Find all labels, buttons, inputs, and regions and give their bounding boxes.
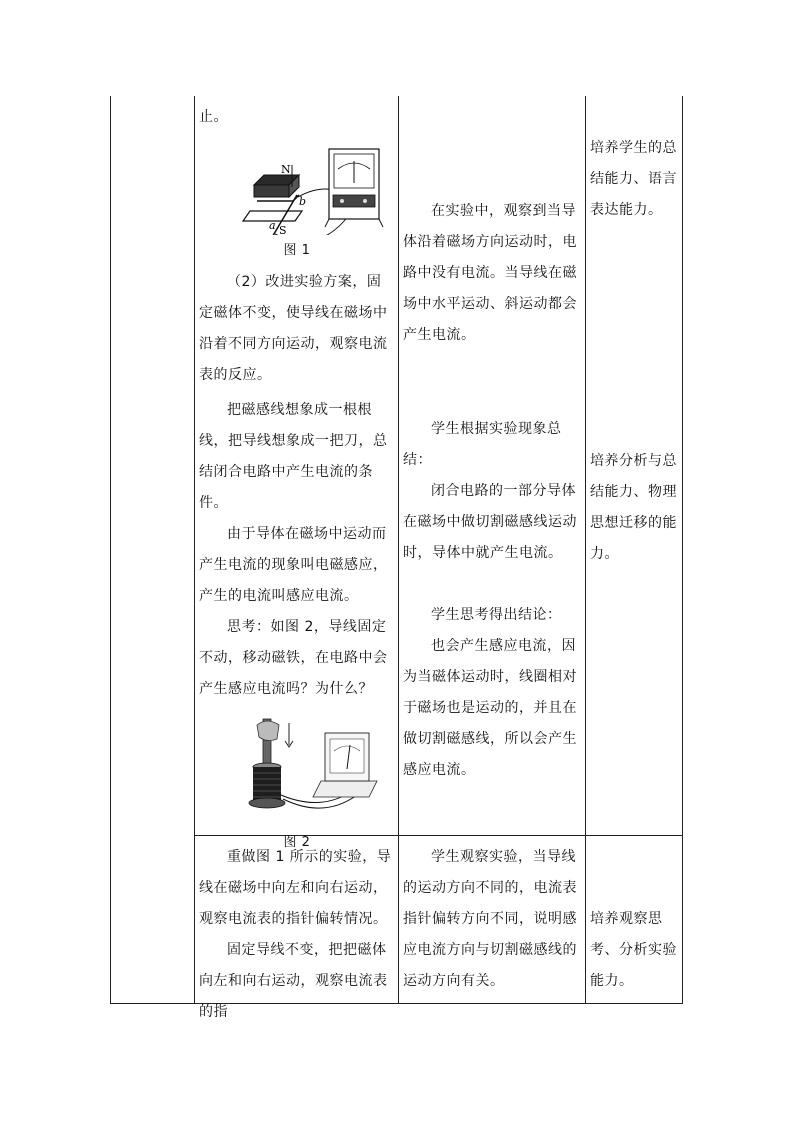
student-summary-body: 闭合电路的一部分导体在磁场中做切割磁感线运动时，导体中就产生电流。 — [403, 483, 577, 561]
intent-summary-ability: 培养学生的总结能力、语言表达能力。 — [590, 140, 677, 218]
table-border-left — [110, 96, 111, 1004]
magnet-front-face — [254, 185, 289, 197]
galvanometer-foot-right — [379, 219, 383, 227]
student-summary-intro: 学生根据实验现象总结： — [403, 421, 562, 468]
column-divider-3 — [585, 96, 586, 1004]
label-s: S — [279, 224, 288, 235]
galvanometer-terminal-panel — [333, 195, 375, 207]
figure-2-experiment-photo — [199, 715, 395, 825]
student-activity-cell-1 — [403, 196, 583, 351]
figure-1-caption: 图 1 — [283, 243, 311, 258]
column-divider-1 — [194, 96, 195, 1004]
paragraph-fixed-wire: 固定导线不变，把把磁体向左和向右运动，观察电流表的指 — [199, 942, 388, 1020]
table-border-right — [682, 96, 683, 1004]
paragraph-redo-experiment: 重做图 1 所示的实验，导线在磁场中向左和向右运动，观察电流表的指针偏转情况。 — [199, 849, 392, 927]
coil-body — [253, 767, 281, 801]
paragraph-think: 思考：如图 2，导线固定不动，移动磁铁，在电路中会产生感应电流吗？为什么？ — [199, 619, 388, 697]
paragraph-definition: 由于导体在磁场中运动而产生电流的现象叫电磁感应，产生的电流叫感应电流。 — [199, 526, 388, 604]
teacher-activity-cell-1 — [199, 102, 395, 853]
coil-base — [249, 798, 285, 808]
student-conclusion-block — [403, 600, 583, 786]
teacher-activity-cell-2 — [199, 842, 395, 1028]
intent-analysis-ability: 培养分析与总结能力、物理思想迁移的能力。 — [590, 453, 677, 562]
design-intent-1 — [590, 133, 680, 226]
student-observation-2: 学生观察实验，当导线的运动方向不同的，电流表指针偏转方向不同，说明感应电流方向与切割磁感线的运动方向有关。 — [403, 849, 577, 989]
label-n: N — [281, 163, 292, 176]
design-intent-3 — [590, 904, 682, 997]
paragraph-imagine: 把磁感线想象成一根根线，把导线想象成一把刀，总结闭合电路中产生电流的条件。 — [199, 402, 388, 511]
student-activity-cell-2 — [403, 842, 583, 997]
student-conclusion-body: 也会产生感应电流，因为当磁体运动时，线圈相对于磁场也是运动的，并且在做切割磁感线，所以会产生感应电流。 — [403, 638, 577, 778]
student-observation: 在实验中，观察到当导体沿着磁场方向运动时，电路中没有电流。当导线在磁场中水平运动、斜运动都会产生电流。 — [403, 203, 577, 343]
column-divider-2 — [398, 96, 399, 1004]
student-conclusion-intro: 学生思考得出结论： — [431, 607, 562, 623]
figure-1-experiment-diagram — [199, 135, 395, 235]
intent-observation-ability: 培养观察思考、分析实验能力。 — [590, 911, 677, 989]
terminal-left — [340, 199, 344, 203]
student-summary-block — [403, 414, 583, 569]
hand — [257, 721, 279, 741]
label-a: a — [269, 219, 277, 232]
table-border-bottom — [110, 1003, 683, 1004]
paragraph-improve-plan: （2）改进实验方案，固定磁体不变，使导线在磁场中沿着不同方向运动，观察电流表的反应。 — [199, 274, 388, 383]
figure-2-caption: 图 2 — [283, 835, 311, 850]
terminal-right — [363, 199, 367, 203]
meter-base — [313, 781, 377, 797]
text-line-zhi: 止。 — [199, 109, 228, 125]
label-b: b — [299, 195, 307, 208]
galvanometer-foot-left — [325, 219, 329, 227]
design-intent-2 — [590, 446, 680, 570]
